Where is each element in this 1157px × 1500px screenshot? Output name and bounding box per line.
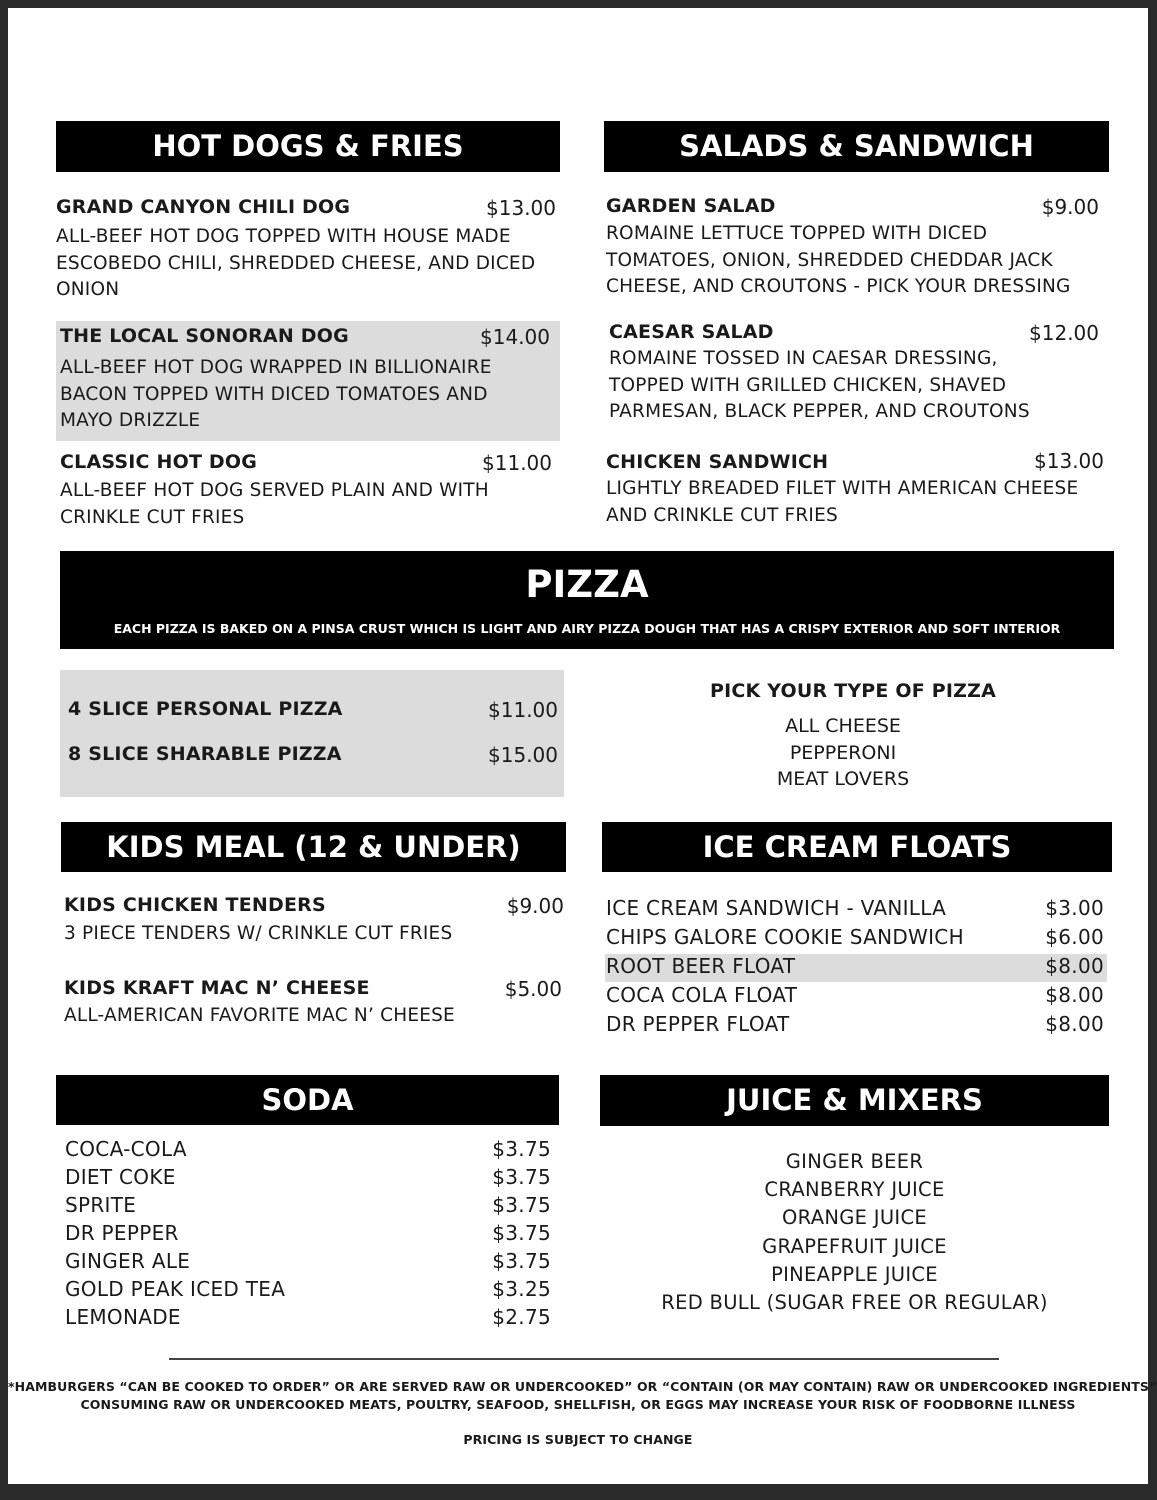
item-name: SPRITE xyxy=(65,1193,137,1217)
item-price: $3.00 xyxy=(1045,896,1104,920)
pizza-type-pepperoni: PEPPERONI xyxy=(789,741,897,764)
pizza-types-title: PICK YOUR TYPE OF PIZZA xyxy=(709,680,997,702)
soda-sprite xyxy=(65,1193,551,1217)
item-name: DIET COKE xyxy=(65,1165,176,1189)
item-name: KIDS KRAFT MAC N’ CHEESE xyxy=(64,977,370,999)
salads-title: SALADS & SANDWICH xyxy=(679,129,1034,163)
item-price: $15.00 xyxy=(488,743,558,767)
item-name: KIDS CHICKEN TENDERS xyxy=(64,894,326,916)
pizza-sizes-box xyxy=(60,670,564,797)
soda-gold-peak-iced-tea xyxy=(65,1277,551,1301)
pizza-type-all-cheese: ALL CHEESE xyxy=(785,715,901,737)
juice-ginger-beer: GINGER BEER xyxy=(785,1150,924,1173)
float-ice-cream-sandwich xyxy=(606,896,1104,920)
juice-red-bull: RED BULL (SUGAR FREE OR REGULAR) xyxy=(661,1291,1048,1315)
item-name: CHICKEN SANDWICH xyxy=(606,451,829,473)
item-price: $9.00 xyxy=(506,894,564,918)
soda-dr-pepper xyxy=(65,1221,551,1245)
item-price: $14.00 xyxy=(480,325,550,349)
hot-dogs-title: HOT DOGS & FRIES xyxy=(152,129,464,163)
item-price: $11.00 xyxy=(488,698,558,722)
item-price: $3.75 xyxy=(492,1193,551,1217)
soda-coca-cola xyxy=(65,1137,551,1161)
item-name: CAESAR SALAD xyxy=(609,321,774,343)
item-price: $8.00 xyxy=(1045,983,1104,1007)
item-name: DR PEPPER FLOAT xyxy=(606,1012,790,1036)
float-dr-pepper xyxy=(606,1012,1104,1036)
item-name: CHIPS GALORE COOKIE SANDWICH xyxy=(606,925,964,949)
juice-title: JUICE & MIXERS xyxy=(726,1083,983,1117)
footer-disclaimer-line-1: *HAMBURGERS “CAN BE COOKED TO ORDER” OR ARE SERVED RAW OR UNDERCOOKED” OR “CONTAIN (OR MAY CONTAIN) RAW OR UNDERCOOKED INGREDIENTS” xyxy=(8,1379,1157,1394)
pizza-header xyxy=(60,551,1114,649)
item-price: $11.00 xyxy=(482,451,552,475)
item-price: $5.00 xyxy=(504,977,562,1001)
juice-orange: ORANGE JUICE xyxy=(782,1206,927,1230)
item-name: COCA COLA FLOAT xyxy=(606,983,798,1007)
item-name: GARDEN SALAD xyxy=(606,195,776,217)
item-price: $12.00 xyxy=(1029,321,1099,345)
item-name: COCA-COLA xyxy=(65,1137,187,1161)
item-price: $13.00 xyxy=(1034,449,1104,473)
pizza-subtitle: EACH PIZZA IS BAKED ON A PINSA CRUST WHICH IS LIGHT AND AIRY PIZZA DOUGH THAT HAS A CRISPY EXTERIOR AND SOFT INTERIOR xyxy=(113,621,1061,636)
item-price: $6.00 xyxy=(1045,925,1104,949)
item-price: $8.00 xyxy=(1045,954,1104,978)
item-price: $3.75 xyxy=(492,1249,551,1273)
item-description: ALL-AMERICAN FAVORITE MAC N’ CHEESE xyxy=(64,1005,455,1026)
juice-pineapple: PINEAPPLE JUICE xyxy=(771,1262,938,1286)
menu-page xyxy=(8,8,1157,1484)
item-description: ALL-BEEF HOT DOG SERVED PLAIN AND WITH CRINKLE CUT FRIES xyxy=(60,480,489,528)
item-name: DR PEPPER xyxy=(65,1221,179,1245)
soda-ginger-ale xyxy=(65,1249,551,1273)
footer-divider xyxy=(169,1358,999,1360)
item-name: CLASSIC HOT DOG xyxy=(60,451,258,473)
pizza-title: PIZZA xyxy=(525,563,649,606)
hot-dogs-header xyxy=(56,121,560,172)
juice-header xyxy=(600,1075,1109,1126)
kids-title: KIDS MEAL (12 & UNDER) xyxy=(106,830,521,864)
item-description: LIGHTLY BREADED FILET WITH AMERICAN CHEESE AND CRINKLE CUT FRIES xyxy=(606,478,1079,526)
item-name: GOLD PEAK ICED TEA xyxy=(65,1277,286,1301)
item-price: $13.00 xyxy=(486,196,556,220)
item-description: ALL-BEEF HOT DOG WRAPPED IN BILLIONAIRE BACON TOPPED WITH DICED TOMATOES AND MAYO DRIZZLE xyxy=(60,357,492,431)
juice-cranberry: CRANBERRY JUICE xyxy=(764,1178,945,1202)
pizza-type-meat-lovers: MEAT LOVERS xyxy=(776,768,910,790)
item-description: ALL-BEEF HOT DOG TOPPED WITH HOUSE MADE ESCOBEDO CHILI, SHREDDED CHEESE, AND DICED ONION xyxy=(56,226,536,300)
item-description: ROMAINE LETTUCE TOPPED WITH DICED TOMATOES, ONION, SHREDDED CHEDDAR JACK CHEESE, AND CROUTONS - PICK YOUR DRESSING xyxy=(606,223,1071,297)
item-name: ROOT BEER FLOAT xyxy=(606,954,796,978)
juice-grapefruit: GRAPEFRUIT JUICE xyxy=(762,1234,947,1258)
footer-disclaimer-line-2: CONSUMING RAW OR UNDERCOOKED MEATS, POULTRY, SEAFOOD, SHELLFISH, OR EGGS MAY INCREASE YOUR RISK OF FOODBORNE ILLNESS xyxy=(80,1397,1076,1412)
juice-list xyxy=(600,1148,1109,1317)
item-description: 3 PIECE TENDERS W/ CRINKLE CUT FRIES xyxy=(64,923,453,944)
item-name: 8 SLICE SHARABLE PIZZA xyxy=(68,743,342,765)
salads-header xyxy=(604,121,1109,172)
item-price: $9.00 xyxy=(1041,195,1099,219)
item-name: GINGER ALE xyxy=(65,1249,191,1273)
item-price: $8.00 xyxy=(1045,1012,1104,1036)
floats-header xyxy=(602,822,1112,872)
item-price: $3.75 xyxy=(492,1221,551,1245)
soda-diet-coke xyxy=(65,1165,551,1189)
item-price: $2.75 xyxy=(492,1305,551,1329)
item-description: ROMAINE TOSSED IN CAESAR DRESSING, TOPPED WITH GRILLED CHICKEN, SHAVED PARMESAN, BLACK PEPPER, AND CROUTONS xyxy=(609,348,1030,422)
floats-title: ICE CREAM FLOATS xyxy=(702,830,1012,864)
item-price: $3.75 xyxy=(492,1165,551,1189)
item-name: ICE CREAM SANDWICH - VANILLA xyxy=(606,896,947,920)
soda-header xyxy=(56,1075,559,1125)
pizza-types xyxy=(608,678,1098,793)
item-name: LEMONADE xyxy=(65,1305,181,1329)
kids-header xyxy=(61,822,566,872)
item-price: $3.75 xyxy=(492,1137,551,1161)
float-coca-cola xyxy=(606,983,1104,1007)
float-root-beer xyxy=(606,954,1104,978)
soda-title: SODA xyxy=(261,1083,354,1117)
item-name: THE LOCAL SONORAN DOG xyxy=(60,325,349,347)
item-name: 4 SLICE PERSONAL PIZZA xyxy=(68,698,343,720)
soda-lemonade xyxy=(65,1305,551,1329)
footer-pricing-note: PRICING IS SUBJECT TO CHANGE xyxy=(463,1432,693,1447)
float-chips-galore xyxy=(606,925,1104,949)
item-price: $3.25 xyxy=(492,1277,551,1301)
item-name: GRAND CANYON CHILI DOG xyxy=(56,196,351,218)
